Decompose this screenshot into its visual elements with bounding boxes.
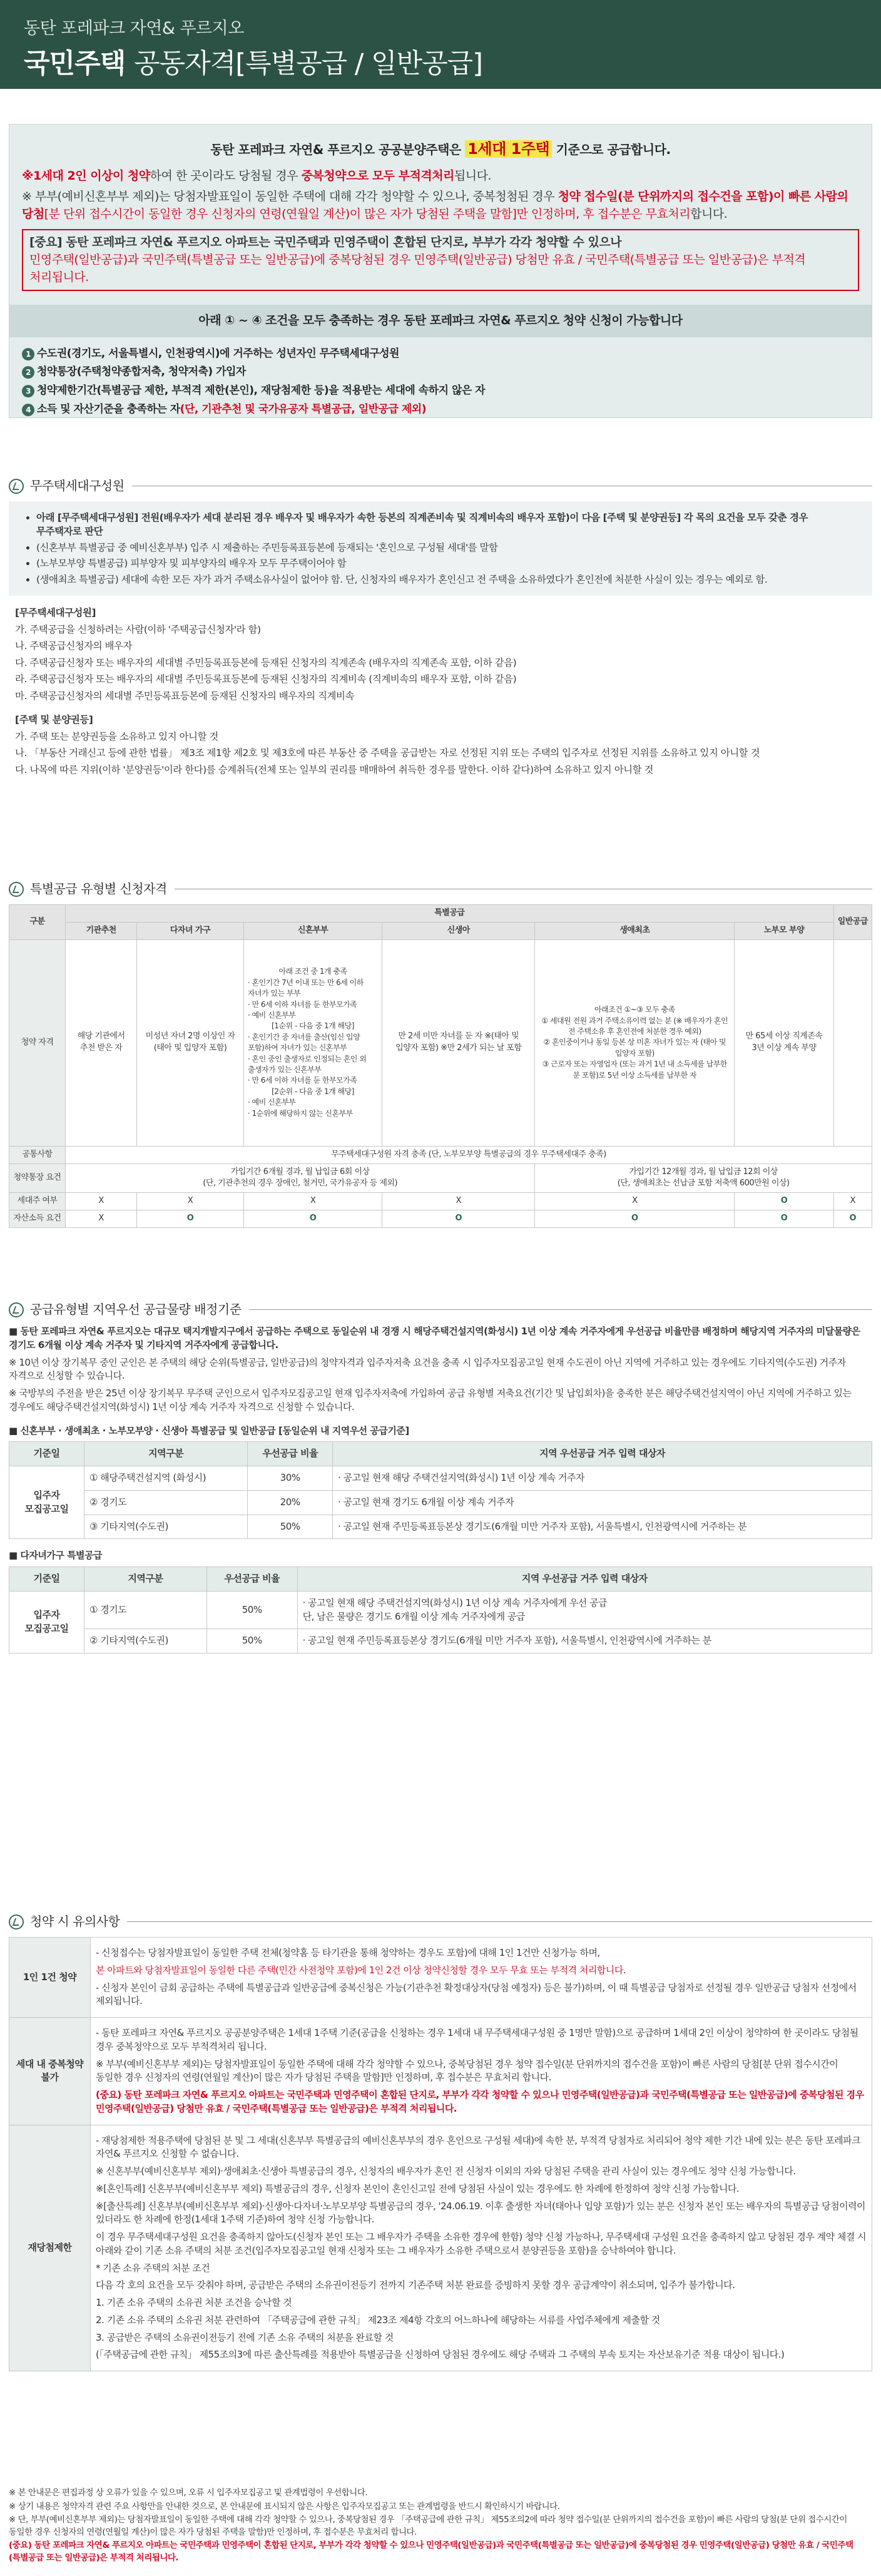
complex-name: 동탄 포레파크 자연& 푸르지오 (24, 19, 244, 38)
conditions-list: 1 수도권(경기도, 서울특별시, 인천광역시)에 거주하는 성년자인 무주택세대구성원 2 청약통장(주택청약종합저축, 청약저축) 가입자 3 청약제한기간(특별공급 제한, 부적격 제한(본인), 재당첨제한 등)을 적용받는 세대에 속하지 않은 자 4 소득 및 자산기준을 충족하는 자(단, 기관추천 및 국가유공자 특별공급, 일반공급 제외) (22, 346, 859, 417)
section-regional: 공급유형별 지역우선 공급물량 배정기준 ■ 동탄 포레파크 자연& 푸르지오는 대규모 택지개발지구에서 공급하는 주택으로 동일순위 내 경쟁 시 해당주택건설지역(화성시) 1년 이상 계속 거주자에게 우선공급 비율만큼 배정하며 해당지역 거주자의 미달물량은 경기도 6개월 이상 계속 거주자 및 기타지역 거주자에게 공급합니다. ※ 10년 이상 장기복무 중인 군인은 본 주택의 해당 순위(특별공급, 일반공급)의 청약자격과 입주자저축 요건을 충족 시 입주자모집공고일 현재 수도권이 아닌 지역에 거주하고 있는 경우에도 기타지역(수도권) 거주자 자격으로 신청할 수 있습니다. ※ 국방부의 주전을 받은 25년 이상 장기복무 무주택 군인으로서 입주자모집공고일 현재 입주자저축에 가입하여 공급 유형별 저축요건(기간 및 납입회차)을 충족한 분은 해당주택건설지역이 아닌 지역에 거주하고 있는 경우에도 해당주택건설지역(화성시) 1년 이상 계속 거주자 자격으로 신청할 수 있습니다. ■ 신혼부부 · 생애최초 · 노부모부양 · 신생아 특별공급 및 일반공급 [동일순위 내 지역우선 공급기준] 기준일 지역구분 우선공급 비율 지역 우선공급 거주 입력 대상자 입주자 모집공고일 ① 해당주택건설지역 (화성시) 30% · 공고일 현재 해당 주택건설지역(화성시) 1년 이상 계속 거주자 ② 경기도 20% · 공고일 현재 경기도 6개월 이상 계속 거주자 ③ 기타지역(수도권) 50% · 공고일 현재 주민등록표등본상 경기도(6개월 미만 거주자 포함), 서울특별시, 인천광역시에 거주하는 분 ■ 다자녀가구 특별공급 기준일 지역구분 우선공급 비율 지역 우선공급 거주 입력 대상자 입주자 모집공고일 ① 경기도 50% · 공고일 현재 해당 주택건설지역(화성시) 1년 이상 계속 거주자에게 우선 공급 단, 남은 물량은 경기도 6개월 이상 계속 거주자에게 공급 ② 기타지역(수도권) 50% · 공고일 현재 주민등록표등본상 경기도(6개월 미만 거주자 포함), 서울특별시, 인천광역시에 거주하는 분 (9, 1301, 872, 1653)
regional-table-1: 기준일 지역구분 우선공급 비율 지역 우선공급 거주 입력 대상자 입주자 모집공고일 ① 해당주택건설지역 (화성시) 30% · 공고일 현재 해당 주택건설지역(화성시) 1년 이상 계속 거주자 ② 경기도 20% · 공고일 현재 경기도 6개월 이상 계속 거주자 ③ 기타지역(수도권) 50% · 공고일 현재 주민등록표등본상 경기도(6개월 미만 거주자 포함), 서울특별시, 인천광역시에 거주하는 분 (9, 1441, 872, 1539)
page-header (0, 0, 881, 89)
page-title: 국민주택 공동자격[특별공급 / 일반공급] (24, 48, 482, 80)
eligibility-table: 구분 특별공급 일반공급 기관추천 다자녀 가구 신혼부부 신생아 생애최초 노부모 부양 청약 자격 해당 기관에서 추천 받은 자 미성년 자녀 2명 이상인 자 (태아 및 입양자 포함) 아래 조건 중 1개 충족 · 혼인기간 7년 이내 또는 만 6세 이하 자녀가 있는 부부 · 만 6세 이하 자녀를 둔 한부모가족 · 예비 신혼부부 [1순위 - 다음 중 1개 해당] · 혼인기간 중 자녀를 출산(임신 입양 포함)하여 자녀가 있는 신혼부부 · 혼인 중인 출생자로 인정되는 혼인 외 출생자가 있는 신혼부부 · 만 6세 이하 자녀를 둔 한부모가족 [2순위 - 다음 중 1개 해당] · 예비 신혼부부 · 1순위에 해당하지 않는 신혼부부 만 2세 미만 자녀를 둔 자 ※(태아 및 입양자 포함) ※만 2세가 되는 날 포함 아래조건 ①~③ 모두 충족 ① 세대원 전원 과거 주택소유이력 없는 분 (※ 배우자가 혼인 전 주택소유 후 혼인전에 처분한 경우 예외) ② 혼인중이거나 동일 등본 상 미혼 자녀가 있는 자 (태아 및 입양자 포함) ③ 근로자 또는 자영업자 (또는 과거 1년 내 소득세를 납부한 분 포함)로 5년 이상 소득세를 납부한 자 만 65세 이상 직계존속 3년 이상 계속 부양 공통사항 무주택세대구성원 자격 충족 (단, 노부모부양 특별공급의 경우 무주택세대주 충족) 청약통장 요건 가입기간 6개월 경과, 월 납입금 6회 이상 (단, 기관추천의 경우 장애인, 철거민, 국가유공자 등 제외) 가입기간 12개월 경과, 월 납입금 12회 이상 (단, 생애최초는 선납금 포함 저축액 600만원 이상) 세대주 여부 X X X X X O X 자산소득 요건 X O O O O O O (9, 904, 872, 1228)
check-icon (9, 479, 24, 494)
important-notice: [중요] 동탄 포레파크 자연& 푸르지오 아파트는 국민주택과 민영주택이 혼합된 단지로, 부부가 각각 청약할 수 있으나 민영주택(일반공급)과 국민주택(특별공급 또는 일반공급)에 중복당첨된 경우 민영주택(일반공급) 당첨만 유효 / 국민주택(특별공급 또는 일반공급)은 부적격 처리됩니다. (22, 229, 859, 291)
footer-notes: ※ 본 안내문은 편집과정 상 오류가 있을 수 있으며, 오류 시 입주자모집공고 및 관계법령이 우선합니다. ※ 상기 내용은 청약자격 관련 주요 사항만을 안내한 것으로, 본 안내문에 표시되지 않은 사항은 입주자모집공고 또는 관계법령을 반드시 확인하시기 바랍니다. ※ 단, 부부(예비신혼부부 제외)는 당첨자발표일이 동일한 주택에 대해 각각 청약할 수 있으나, 중복당첨된 경우 「주택공급에 관한 규칙」 제55조의2에 따라 청약 접수일(분 단위까지의 접수건을 포함)이 빠른 사람의 당첨(분 단위 접수시간이 동일한 경우 신청자의 연령(연월일 계산)이 많은 자가 당첨된 주택을 말함)만 인정하며, 후 접수분은 무효처리 합니다. (중요) 동탄 포레파크 자연& 푸르지오 아파트는 국민주택과 민영주택이 혼합된 단지로, 부부가 각각 청약할 수 있으나 민영주택(일반공급)과 국민주택(특별공급 또는 일반공급)에 중복당첨된 경우 민영주택(일반공급) 당첨만 유효 / 국민주택(특별공급 또는 일반공급)은 부적격 처리됩니다. (9, 2488, 853, 2563)
regional-table-2: 기준일 지역구분 우선공급 비율 지역 우선공급 거주 입력 대상자 입주자 모집공고일 ① 경기도 50% · 공고일 현재 해당 주택건설지역(화성시) 1년 이상 계속 거주자에게 우선 공급 단, 남은 물량은 경기도 6개월 이상 계속 거주자에게 공급 ② 기타지역(수도권) 50% · 공고일 현재 주민등록표등본상 경기도(6개월 미만 거주자 포함), 서울특별시, 인천광역시에 거주하는 분 (9, 1567, 872, 1653)
section-homeless: 무주택세대구성원 • 아래 [무주택세대구성원] 전원(배우자가 세대 분리된 경우 배우자 및 배우자가 속한 등본의 직계존비속 및 직계비속의 배우자 포함)이 다음 [주택 및 분양권등] 각 목의 요건을 모두 갖춘 경우 무주택자로 판단 • (신혼부부 특별공급 중 예비신혼부부) 입주 시 제출하는 주민등록표등본에 등재되는 '혼인으로 구성될 세대'를 말함 • (노부모부양 특별공급) 피부양자 및 피부양자의 배우자 모두 무주택이어야 함 • (생애최초 특별공급) 세대에 속한 모든 자가 과거 주택소유사실이 없어야 함. 단, 신청자의 배우자가 혼인신고 전 주택을 소유하였다가 혼인전에 처분한 사실이 있는 경우는 예외로 함. [무주택세대구성원] 가. 주택공급을 신청하려는 사람(이하 '주택공급신청자'라 함) 나. 주택공급신청자의 배우자 다. 주택공급신청자 또는 배우자의 세대별 주민등록표등본에 등재된 신청자의 직계존속 (배우자의 직계존속 포함, 이하 같음) 라. 주택공급신청자 또는 배우자의 세대별 주민등록표등본에 등재된 신청자의 직계비속 (직계비속의 배우자 포함, 이하 같음) 마. 주택공급신청자의 세대별 주민등록표등본에 등재된 신청자의 배우자의 직계비속 [주택 및 분양권등] 가. 주택 또는 분양권등을 소유하고 있지 아니할 것 나. 「부동산 거래신고 등에 관한 법률」 제3조 제1항 제2호 및 제3호에 따른 부동산 중 주택을 공급받는 자로 선정된 지위 또는 주택의 입주자로 선정된 지위를 소유하고 있지 아니할 것 다. 나목에 따른 지위(이하 '분양권등'이라 한다)를 승계취득(전체 또는 일부의 권리를 매매하여 취득한 경우를 말한다. 이하 같다)하여 소유하고 있지 아니할 것 (9, 477, 872, 779)
check-icon (9, 1914, 24, 1929)
intro-box: 동탄 포레파크 자연& 푸르지오 공공분양주택은 1세대 1주택 기준으로 공급합니다. ※1세대 2인 이상이 청약하여 한 곳이라도 당첨될 경우 중복청약으로 모두 부적격처리됩니다. ※ 부부(예비신혼부부 제외)는 당첨자발표일이 동일한 주택에 대해 각각 청약할 수 있으나, 중복청첨된 경우 청약 접수일(분 단위까지의 접수건을 포함)이 빠른 사람의 당첨[분 단위 접수시간이 동일한 경우 신청자의 연령(연월일 계산)이 많은 자가 당첨된 주택을 말함]만 인정하며, 후 접수분은 무효처리합니다. [중요] 동탄 포레파크 자연& 푸르지오 아파트는 국민주택과 민영주택이 혼합된 단지로, 부부가 각각 청약할 수 있으나 민영주택(일반공급)과 국민주택(특별공급 또는 일반공급)에 중복당첨된 경우 민영주택(일반공급) 당첨만 유효 / 국민주택(특별공급 또는 일반공급)은 부적격 처리됩니다. 아래 ① ~ ④ 조건을 모두 충족하는 경우 동탄 포레파크 자연& 푸르지오 청약 신청이 가능합니다 1 수도권(경기도, 서울특별시, 인천광역시)에 거주하는 성년자인 무주택세대구성원 2 청약통장(주택청약종합저축, 청약저축) 가입자 3 청약제한기간(특별공급 제한, 부적격 제한(본인), 재당첨제한 등)을 적용받는 세대에 속하지 않은 자 4 소득 및 자산기준을 충족하는 자(단, 기관추천 및 국가유공자 특별공급, 일반공급 제외) (9, 124, 872, 418)
section-cautions: 청약 시 유의사항 1인 1건 청약 - 신청접수는 당첨자발표일이 동일한 주택 전체(청약홈 등 타기관을 통해 청약하는 경우도 포함)에 대해 1인 1건만 신청가능 하며, 본 아파트와 당첨자발표일이 동일한 다른 주택(민간 사전청약 포함)에 1인 2건 이상 청약신청할 경우 모두 무효 또는 부적격 처리합니다. - 신청자 본인이 금회 공급하는 주택에 특별공급과 일반공급에 중복신청은 가능(기관추천 확정대상자(당첨 예정자) 등은 불가)하며, 이 때 특별공급 당첨자로 선정될 경우 일반공급 당첨자 선정에서 제외됩니다. 세대 내 중복청약 불가 - 동탄 포레파크 자연& 푸르지오 공공분양주택은 1세대 1주택 기준(공급을 신청하는 경우 1세대 내 무주택세대구성원 중 1명만 말함)으로 공급하며 1세대 2인 이상이 청약하여 한 곳이라도 당첨될 경우 중복청약으로 모두 부적격처리 됩니다. ※ 부부(예비신혼부부 제외)는 당첨자발표일이 동일한 주택에 대해 각각 청약할 수 있으나, 중복당첨된 경우 청약 접수일(분 단위까지의 접수건을 포함)이 빠른 사람의 당첨[분 단위 접수시간이 동일한 경우 신청자의 연령(연월일 계산)이 많은 자가 당첨된 주택을 말함]만 인정하며, 후 접수분은 무효처리 합니다. (중요) 동탄 포레파크 자연& 푸르지오 아파트는 국민주택과 민영주택이 혼합된 단지로, 부부가 각각 청약할 수 있으나 민영주택(일반공급)과 국민주택(특별공급 또는 일반공급)에 중복당첨된 경우 민영주택(일반공급) 당첨만 유효 / 국민주택(특별공급 또는 일반공급)은 부적격 처리됩니다. 재당첨제한 - 재당첨제한 적용주택에 당첨된 분 및 그 세대(신혼부부 특별공급의 예비신혼부부의 경우 혼인으로 구성될 세대)에 속한 분, 부적격 당첨자로 처리되어 청약 제한 기간 내에 있는 분은 동탄 포레파크 자연& 푸르지오 신청할 수 없습니다. ※ 신혼부부(예비신혼부부 제외)·생애최초·신생아 특별공급의 경우, 신청자의 배우자가 혼인 전 신청자 이외의 자와 당첨된 주택을 관리 사실이 있는 경우에도 청약 신청 가능합니다. ※[혼인특례] 신혼부부(예비신혼부부 제외) 특별공급의 경우, 신청자 본인이 혼인신고일 전에 당첨된 사실이 있는 경우에도 한 차례에 한정하여 청약 신청 가능합니다. ※[출산특례] 신혼부부(예비신혼부부 제외)·신생아·다자녀·노부모부양 특별공급의 경우, '24.06.19. 이후 출생한 자녀(태아나 입양 포함)가 있는 분은 신청자 본인 또는 배우자의 특별공급 당첨이력이 있더라도 한 차례에 한정(1세대 1주택 기준)하여 청약 신청 가능합니다. 이 경우 무주택세대구성원 요건을 충족하지 않아도(신청자 본인 또는 그 배우자가 주택을 소유한 경우에 한함) 청약 신청 가능하나, 무주택세대 구성원 요건을 충족하지 않고 당첨된 경우 계약 체결 시 아래와 같이 기존 소유 주택의 처분 조건(입주자모집공고일 현재 신청자 또는 그 배우자가 소유한 주택으로서 분양권등을 포함)을 승낙하여야 합니다. * 기존 소유 주택의 처분 조건 다음 각 호의 요건을 모두 갖춰야 하며, 공급받은 주택의 소유권이전등기 전까지 기존주택 처분 완료를 증빙하지 못할 경우 공급계약이 취소되며, 입주가 불가합니다. 1. 기존 소유 주택의 소유권 처분 조건을 승낙할 것 2. 기존 소유 주택의 소유권 처분 관련하여 「주택공급에 관한 규칙」 제23조 제4항 각호의 어느하나에 해당하는 서류를 사업주체에게 제출할 것 3. 공급받은 주택의 소유권이전등기 전에 기존 소유 주택의 처분을 완료할 것 (「주택공급에 관한 규칙」 제55조의3에 따른 출산특례를 적용받아 특별공급을 신청하여 당첨된 경우에도 해당 주택과 그 주택의 부속 토지는 자산보유기준 적용 대상이 됩니다.) (9, 1913, 872, 2371)
section-title: 무주택세대구성원 (30, 478, 125, 493)
conditions-bar: 아래 ① ~ ④ 조건을 모두 충족하는 경우 동탄 포레파크 자연& 푸르지오 청약 신청이 가능합니다 (9, 305, 872, 337)
check-icon (9, 1302, 24, 1317)
cautions-table: 1인 1건 청약 - 신청접수는 당첨자발표일이 동일한 주택 전체(청약홈 등 타기관을 통해 청약하는 경우도 포함)에 대해 1인 1건만 신청가능 하며, 본 아파트와 당첨자발표일이 동일한 다른 주택(민간 사전청약 포함)에 1인 2건 이상 청약신청할 경우 모두 무효 또는 부적격 처리합니다. - 신청자 본인이 금회 공급하는 주택에 특별공급과 일반공급에 중복신청은 가능(기관추천 확정대상자(당첨 예정자) 등은 불가)하며, 이 때 특별공급 당첨자로 선정될 경우 일반공급 당첨자 선정에서 제외됩니다. 세대 내 중복청약 불가 - 동탄 포레파크 자연& 푸르지오 공공분양주택은 1세대 1주택 기준(공급을 신청하는 경우 1세대 내 무주택세대구성원 중 1명만 말함)으로 공급하며 1세대 2인 이상이 청약하여 한 곳이라도 당첨될 경우 중복청약으로 모두 부적격처리 됩니다. ※ 부부(예비신혼부부 제외)는 당첨자발표일이 동일한 주택에 대해 각각 청약할 수 있으나, 중복당첨된 경우 청약 접수일(분 단위까지의 접수건을 포함)이 빠른 사람의 당첨[분 단위 접수시간이 동일한 경우 신청자의 연령(연월일 계산)이 많은 자가 당첨된 주택을 말함]만 인정하며, 후 접수분은 무효처리 합니다. (중요) 동탄 포레파크 자연& 푸르지오 아파트는 국민주택과 민영주택이 혼합된 단지로, 부부가 각각 청약할 수 있으나 민영주택(일반공급)과 국민주택(특별공급 또는 일반공급)에 중복당첨된 경우 민영주택(일반공급) 당첨만 유효 / 국민주택(특별공급 또는 일반공급)은 부적격 처리됩니다. 재당첨제한 - 재당첨제한 적용주택에 당첨된 분 및 그 세대(신혼부부 특별공급의 예비신혼부부의 경우 혼인으로 구성될 세대)에 속한 분, 부적격 당첨자로 처리되어 청약 제한 기간 내에 있는 분은 동탄 포레파크 자연& 푸르지오 신청할 수 없습니다. ※ 신혼부부(예비신혼부부 제외)·생애최초·신생아 특별공급의 경우, 신청자의 배우자가 혼인 전 신청자 이외의 자와 당첨된 주택을 관리 사실이 있는 경우에도 청약 신청 가능합니다. ※[혼인특례] 신혼부부(예비신혼부부 제외) 특별공급의 경우, 신청자 본인이 혼인신고일 전에 당첨된 사실이 있는 경우에도 한 차례에 한정하여 청약 신청 가능합니다. ※[출산특례] 신혼부부(예비신혼부부 제외)·신생아·다자녀·노부모부양 특별공급의 경우, '24.06.19. 이후 출생한 자녀(태아나 입양 포함)가 있는 분은 신청자 본인 또는 배우자의 특별공급 당첨이력이 있더라도 한 차례에 한정(1세대 1주택 기준)하여 청약 신청 가능합니다. 이 경우 무주택세대구성원 요건을 충족하지 않아도(신청자 본인 또는 그 배우자가 주택을 소유한 경우에 한함) 청약 신청 가능하나, 무주택세대 구성원 요건을 충족하지 않고 당첨된 경우 계약 체결 시 아래와 같이 기존 소유 주택의 처분 조건(입주자모집공고일 현재 신청자 또는 그 배우자가 소유한 주택으로서 분양권등을 포함)을 승낙하여야 합니다. * 기존 소유 주택의 처분 조건 다음 각 호의 요건을 모두 갖춰야 하며, 공급받은 주택의 소유권이전등기 전까지 기존주택 처분 완료를 증빙하지 못할 경우 공급계약이 취소되며, 입주가 불가합니다. 1. 기존 소유 주택의 소유권 처분 조건을 승낙할 것 2. 기존 소유 주택의 소유권 처분 관련하여 「주택공급에 관한 규칙」 제23조 제4항 각호의 어느하나에 해당하는 서류를 사업주체에게 제출할 것 3. 공급받은 주택의 소유권이전등기 전에 기존 소유 주택의 처분을 완료할 것 (「주택공급에 관한 규칙」 제55조의3에 따른 출산특례를 적용받아 특별공급을 신청하여 당첨된 경우에도 해당 주택과 그 주택의 부속 토지는 자산보유기준 적용 대상이 됩니다.) (9, 1937, 872, 2371)
section-special-supply: 특별공급 유형별 신청자격 구분 특별공급 일반공급 기관추천 다자녀 가구 신혼부부 신생아 생애최초 노부모 부양 청약 자격 해당 기관에서 추천 받은 자 미성년 자녀 2명 이상인 자 (태아 및 입양자 포함) 아래 조건 중 1개 충족 · 혼인기간 7년 이내 또는 만 6세 이하 자녀가 있는 부부 · 만 6세 이하 자녀를 둔 한부모가족 · 예비 신혼부부 [1순위 - 다음 중 1개 해당] · 혼인기간 중 자녀를 출산(임신 입양 포함)하여 자녀가 있는 신혼부부 · 혼인 중인 출생자로 인정되는 혼인 외 출생자가 있는 신혼부부 · 만 6세 이하 자녀를 둔 한부모가족 [2순위 - 다음 중 1개 해당] · 예비 신혼부부 · 1순위에 해당하지 않는 신혼부부 만 2세 미만 자녀를 둔 자 ※(태아 및 입양자 포함) ※만 2세가 되는 날 포함 아래조건 ①~③ 모두 충족 ① 세대원 전원 과거 주택소유이력 없는 분 (※ 배우자가 혼인 전 주택소유 후 혼인전에 처분한 경우 예외) ② 혼인중이거나 동일 등본 상 미혼 자녀가 있는 자 (태아 및 입양자 포함) ③ 근로자 또는 자영업자 (또는 과거 1년 내 소득세를 납부한 분 포함)로 5년 이상 소득세를 납부한 자 만 65세 이상 직계존속 3년 이상 계속 부양 공통사항 무주택세대구성원 자격 충족 (단, 노부모부양 특별공급의 경우 무주택세대주 충족) 청약통장 요건 가입기간 6개월 경과, 월 납입금 6회 이상 (단, 기관추천의 경우 장애인, 철거민, 국가유공자 등 제외) 가입기간 12개월 경과, 월 납입금 12회 이상 (단, 생애최초는 선납금 포함 저축액 600만원 이상) 세대주 여부 X X X X X O X 자산소득 요건 X O O O O O O (9, 880, 872, 1228)
check-icon (9, 882, 24, 897)
